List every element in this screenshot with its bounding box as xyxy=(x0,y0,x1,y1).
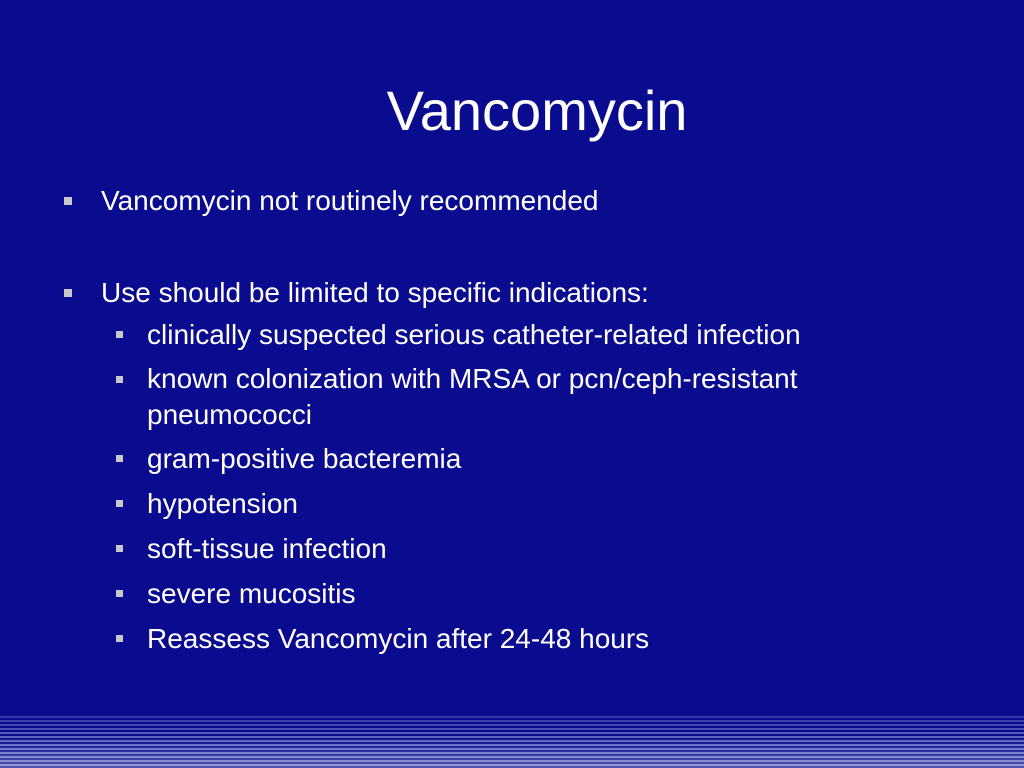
bullet-list xyxy=(58,182,978,665)
slide-title: Vancomycin xyxy=(386,79,688,142)
square-bullet-icon xyxy=(116,545,123,552)
sub-bullet-text: hypotension xyxy=(147,488,299,519)
sub-bullet-text: known colonization with MRSA or pcn/ceph-resistant pneumococci xyxy=(147,363,798,430)
sub-bullet-text: clinically suspected serious catheter-related infection xyxy=(147,319,801,350)
bullet-item xyxy=(58,274,978,658)
bullet-text: Use should be limited to specific indications: xyxy=(101,277,649,308)
sub-bullet-text: Reassess Vancomycin after 24-48 hours xyxy=(147,623,650,654)
sub-bullet-item xyxy=(101,440,978,478)
square-bullet-icon xyxy=(64,289,72,297)
square-bullet-icon xyxy=(116,455,123,462)
square-bullet-icon xyxy=(116,590,123,597)
sub-bullet-item xyxy=(101,575,978,613)
sub-bullet-item xyxy=(101,316,978,354)
sub-bullet-text: gram-positive bacteremia xyxy=(147,443,462,474)
footer-stripes-fade xyxy=(0,714,1024,768)
bullet-item xyxy=(58,182,978,220)
sub-bullet-item xyxy=(101,361,978,433)
bullet-text: Vancomycin not routinely recommended xyxy=(101,185,599,216)
square-bullet-icon xyxy=(116,500,123,507)
sub-bullet-item xyxy=(101,530,978,568)
sub-bullet-item xyxy=(101,620,978,658)
sub-bullet-list xyxy=(58,316,978,658)
sub-bullet-text: severe mucositis xyxy=(147,578,356,609)
square-bullet-icon xyxy=(116,635,123,642)
square-bullet-icon xyxy=(116,331,123,338)
square-bullet-icon xyxy=(64,197,72,205)
sub-bullet-item xyxy=(101,485,978,523)
sub-bullet-text: soft-tissue infection xyxy=(147,533,387,564)
square-bullet-icon xyxy=(116,376,123,383)
